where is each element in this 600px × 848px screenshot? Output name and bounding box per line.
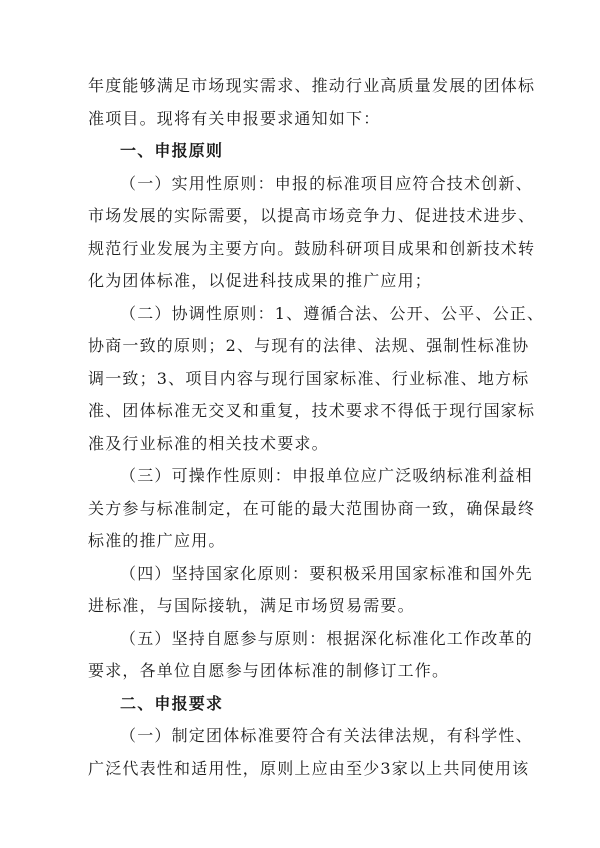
principle-coordination: [88, 298, 545, 461]
text-line: 广泛代表性和适用性，原则上应由至少3家以上共同使用该: [88, 758, 530, 778]
text-line: 准及行业标准的相关技术要求。: [88, 433, 329, 453]
intro-paragraph: [88, 70, 536, 135]
text-line: 调一致；3、项目内容与现行国家标准、行业标准、地方标: [88, 368, 530, 388]
section-heading-principles: 一、申报原则: [120, 141, 224, 160]
text-line: 化为团体标准，以促进科技成果的推广应用；: [88, 271, 433, 290]
text-line: 要求，各单位自愿参与团体标准的制修订工作。: [88, 661, 450, 680]
requirement-legal-compliance: [88, 720, 533, 785]
text-line: 准、团体标准无交叉和重复，技术要求不得低于现行国家标: [88, 401, 536, 420]
principle-voluntary: [88, 623, 533, 688]
text-line: 进标准，与国际接轨，满足市场贸易需要。: [88, 596, 415, 615]
text-line: 规范行业发展为主要方向。鼓励科研项目成果和创新技术转: [88, 238, 536, 258]
text-line: （四）坚持国家化原则：要积极采用国家标准和国外先: [120, 563, 533, 583]
principle-operability: [88, 460, 536, 558]
text-line: （一）实用性原则：申报的标准项目应符合技术创新、: [120, 173, 533, 193]
text-line: （一）制定团体标准要符合有关法律法规，有科学性、: [120, 726, 533, 745]
text-line: （三）可操作性原则：申报单位应广泛吸纳标准利益相: [120, 466, 533, 485]
text-line: 关方参与标准制定，在可能的最大范围协商一致，确保最终: [88, 498, 536, 518]
text-line: 准项目。现将有关申报要求通知如下：: [88, 108, 381, 128]
text-line: 标准的推广应用。: [88, 531, 226, 550]
principle-nationalization: [88, 558, 533, 623]
section-heading-requirements: 二、申报要求: [120, 693, 224, 713]
principle-practicality: [88, 168, 536, 298]
text-line: 年度能够满足市场现实需求、推动行业高质量发展的团体标: [88, 76, 536, 95]
text-line: 协商一致的原则；2、与现有的法律、法规、强制性标准协: [88, 336, 530, 355]
text-line: （五）坚持自愿参与原则：根据深化标准化工作改革的: [120, 628, 533, 648]
document-body: [88, 70, 545, 785]
text-line: 市场发展的实际需要，以提高市场竞争力、促进技术进步、: [88, 206, 536, 225]
text-line: （二）协调性原则：1、遵循合法、公开、公平、公正、: [120, 303, 545, 323]
